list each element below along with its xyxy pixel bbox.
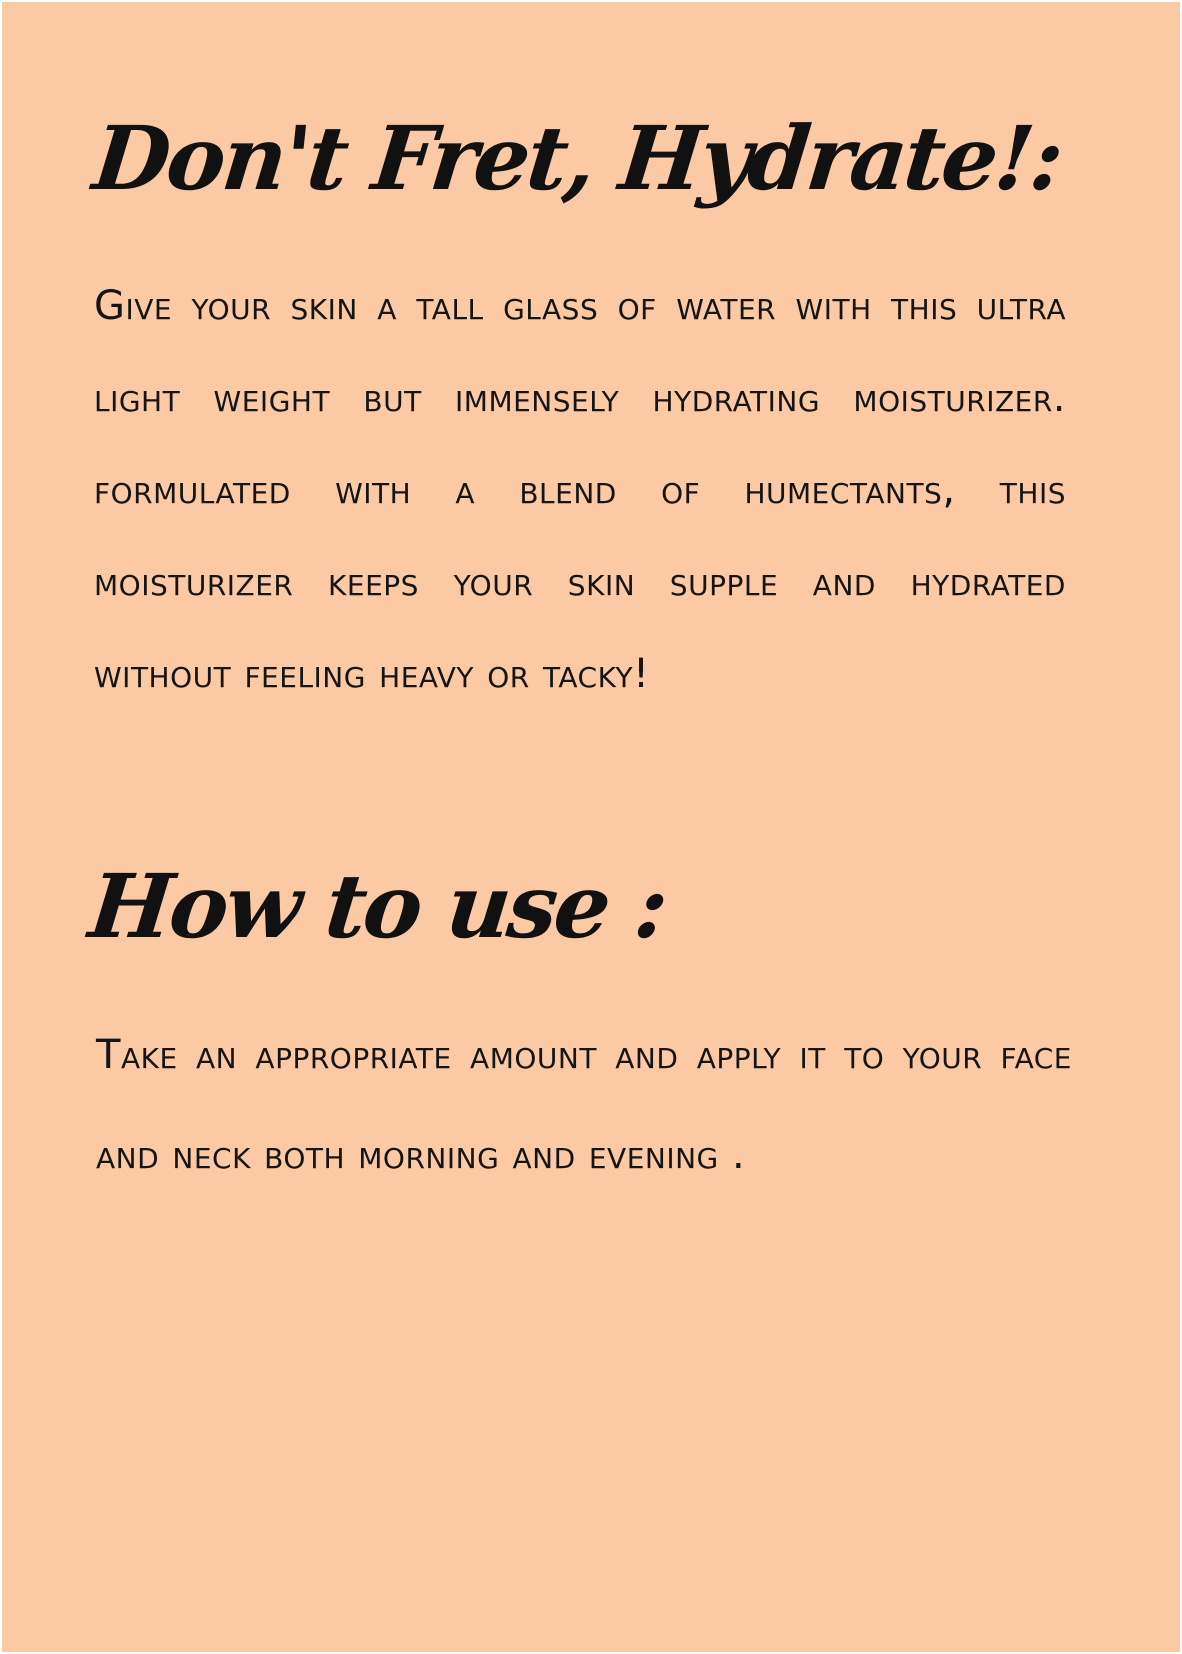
how-to-use-heading: How to use : — [84, 854, 671, 958]
product-info-page — [2, 2, 1180, 1652]
product-description: Give your skin a tall glass of water with this ultra light weight but immensely hydrating moisturizer. formulated with a blend of humectants, this moisturizer keeps your skin supple and hydrated without feeling heavy or tacky! — [94, 283, 1066, 697]
hydrate-heading: Don't Fret, Hydrate!: — [88, 106, 1066, 210]
usage-instructions: Take an appropriate amount and apply it to your face and neck both morning and evening . — [96, 1032, 1072, 1178]
